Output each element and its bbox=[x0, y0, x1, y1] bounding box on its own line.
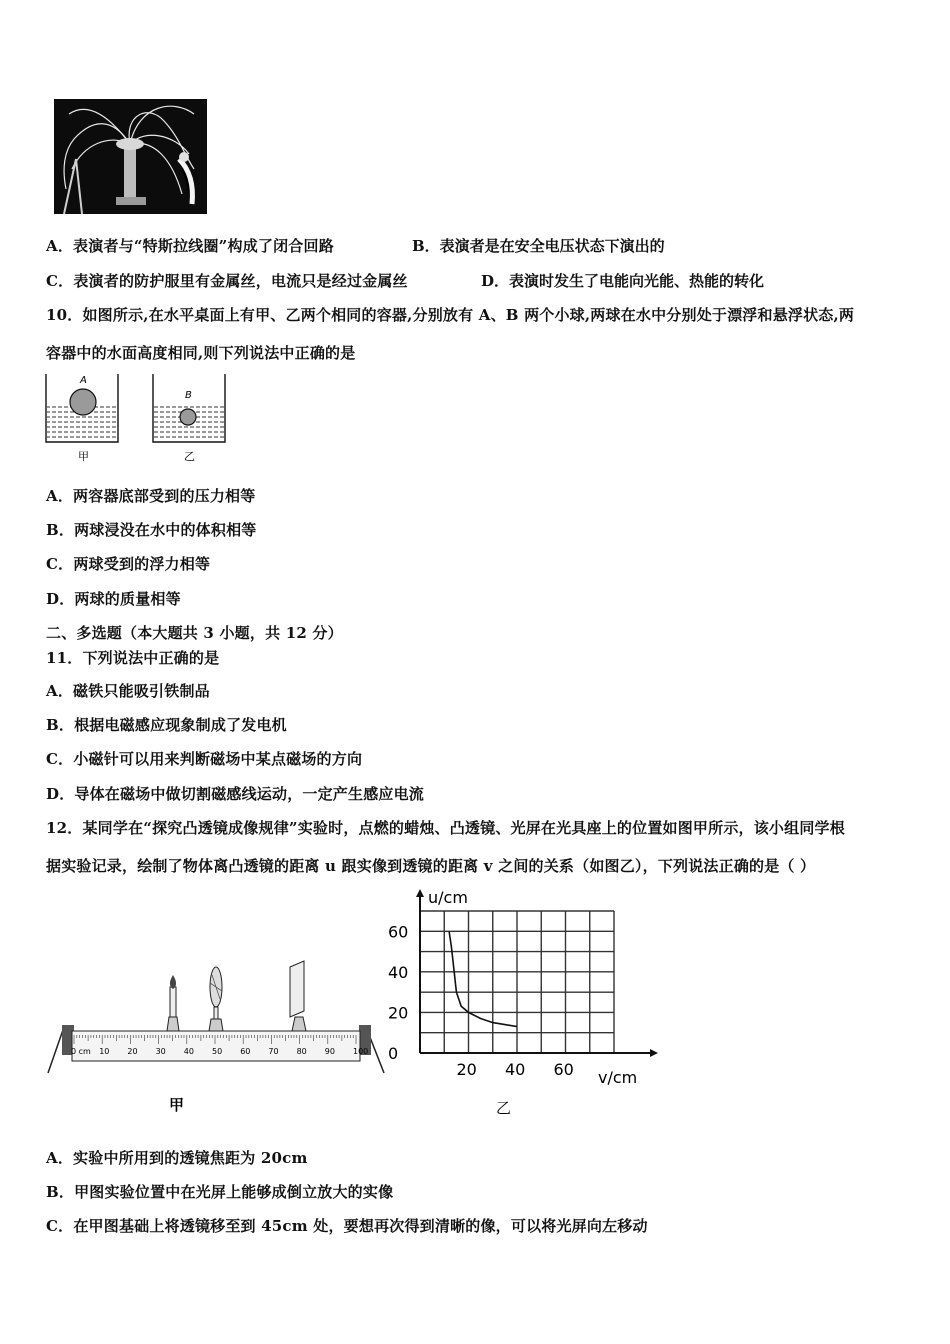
q11-option-c: C．小磁针可以用来判断磁场中某点磁场的方向 bbox=[46, 750, 363, 768]
q11-option-a: A．磁铁只能吸引铁制品 bbox=[46, 682, 210, 700]
label-jia: 甲 bbox=[78, 450, 89, 463]
uv-chart bbox=[380, 885, 670, 1120]
y-tick-label: 60 bbox=[388, 922, 409, 942]
q11-option-d: D．导体在磁场中做切割磁感线运动，一定产生感应电流 bbox=[46, 785, 425, 803]
y-tick-label: 40 bbox=[388, 962, 409, 982]
q11-stem: 11．下列说法中正确的是 bbox=[46, 649, 220, 667]
q12-option-c: C．在甲图基础上将透镜移至到 45cm 处，要想再次得到清晰的像，可以将光屏向左移动 bbox=[46, 1217, 648, 1235]
y-axis-label: u/cm bbox=[428, 888, 468, 907]
tesla-coil-photo bbox=[54, 99, 207, 214]
y-axis-arrow bbox=[416, 889, 424, 897]
q12-stem-line2: 据实验记录，绘制了物体离凸透镜的距离 u 跟实像到透镜的距离 v 之间的关系（如图乙），下列说法正确的是（ ） bbox=[46, 857, 816, 875]
q10-stem-line1: 10．如图所示,在水平桌面上有甲、乙两个相同的容器,分别放有 A、B 两个小球,两球在水中分别处于漂浮和悬浮状态,两 bbox=[46, 306, 855, 324]
ruler-tick-label: 0 cm bbox=[71, 1047, 91, 1056]
q9-option-d: D．表演时发生了电能向光能、热能的转化 bbox=[481, 272, 765, 290]
ruler-tick-label: 100 bbox=[353, 1047, 369, 1056]
ruler-tick-label: 60 bbox=[240, 1047, 251, 1056]
label-jia-bench: 甲 bbox=[169, 1096, 185, 1114]
chart-caption: 乙 bbox=[496, 1099, 512, 1117]
ball-b bbox=[180, 409, 196, 425]
y-tick-label: 0 bbox=[388, 1044, 399, 1063]
q10-containers-figure bbox=[40, 370, 240, 466]
convex-lens bbox=[209, 967, 223, 1031]
svg-text:B: B bbox=[185, 390, 192, 401]
q10-option-b: B．两球浸没在水中的体积相等 bbox=[46, 521, 257, 539]
x-tick-label: 60 bbox=[553, 1060, 574, 1079]
svg-text:A: A bbox=[80, 375, 87, 386]
optical-bench-figure bbox=[44, 955, 389, 1120]
ruler-tick-label: 30 bbox=[155, 1047, 166, 1056]
q12-option-b: B．甲图实验位置中在光屏上能够成倒立放大的实像 bbox=[46, 1183, 394, 1201]
q10-option-d: D．两球的质量相等 bbox=[46, 590, 181, 608]
ruler-tick-label: 20 bbox=[127, 1047, 138, 1056]
container-yi bbox=[153, 374, 225, 442]
q10-option-a: A．两容器底部受到的压力相等 bbox=[46, 487, 256, 505]
light-screen bbox=[290, 961, 306, 1031]
q9-option-a: A．表演者与“特斯拉线圈”构成了闭合回路 bbox=[46, 237, 334, 255]
ball-a bbox=[70, 389, 96, 415]
candle bbox=[167, 975, 179, 1031]
q11-option-b: B．根据电磁感应现象制成了发电机 bbox=[46, 716, 287, 734]
ruler-tick-label: 40 bbox=[183, 1047, 194, 1056]
q9-option-b: B．表演者是在安全电压状态下演出的 bbox=[412, 237, 665, 255]
ruler-tick-label: 90 bbox=[324, 1047, 335, 1056]
ruler-tick-label: 10 bbox=[99, 1047, 110, 1056]
ruler-tick-label: 50 bbox=[212, 1047, 223, 1056]
x-axis-arrow bbox=[650, 1049, 658, 1057]
x-axis-label: v/cm bbox=[598, 1068, 638, 1087]
label-yi: 乙 bbox=[184, 450, 195, 463]
q12-option-a: A．实验中所用到的透镜焦距为 20cm bbox=[46, 1149, 308, 1167]
q9-option-c: C．表演者的防护服里有金属丝，电流只是经过金属丝 bbox=[46, 272, 408, 290]
ruler-tick-label: 70 bbox=[268, 1047, 279, 1056]
y-tick-label: 20 bbox=[388, 1003, 409, 1023]
q10-option-c: C．两球受到的浮力相等 bbox=[46, 555, 211, 573]
section-heading: 二、多选题（本大题共 3 小题，共 12 分） bbox=[46, 624, 343, 642]
container-jia bbox=[46, 374, 118, 442]
x-tick-label: 20 bbox=[456, 1060, 477, 1079]
ruler-tick-label: 80 bbox=[296, 1047, 307, 1056]
q10-stem-line2: 容器中的水面高度相同,则下列说法中正确的是 bbox=[46, 344, 356, 362]
x-tick-label: 40 bbox=[505, 1060, 526, 1079]
q12-stem-line1: 12．某同学在“探究凸透镜成像规律”实验时，点燃的蜡烛、凸透镜、光屏在光具座上的位置如图甲所示，该小组同学根 bbox=[46, 819, 845, 837]
